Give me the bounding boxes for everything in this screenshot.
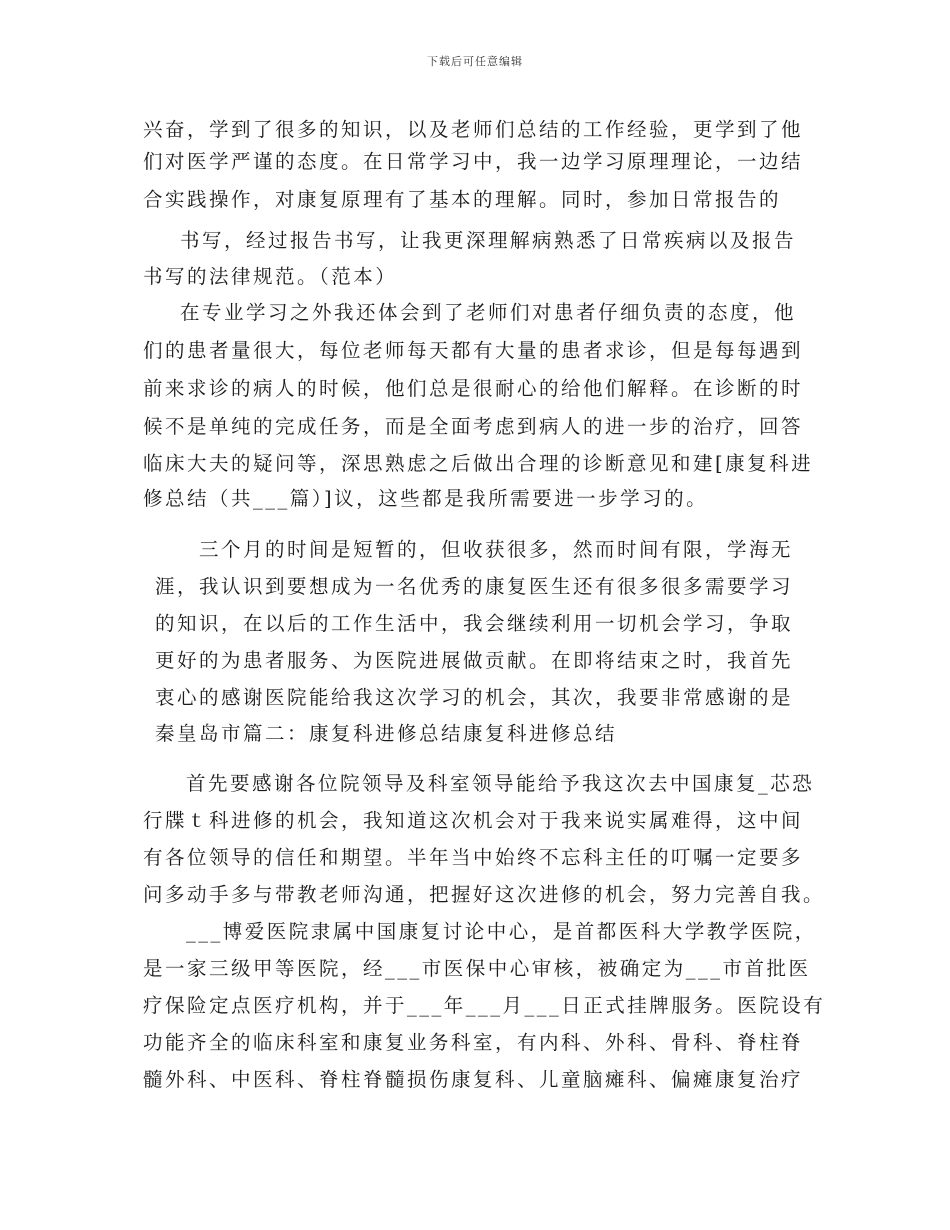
text-line: 疗保险定点医疗机构，并于___年___月___日正式挂牌服务。医院设有 [143,994,826,1017]
text-line: ___博爱医院隶属中国康复讨论中心，是首都医科大学教学医院， [186,920,817,943]
text-line: 书写的法律规范。（范本） [143,265,398,288]
text-line: 合实践操作，对康复原理有了基本的理解。同时，参加日常报告的 [143,188,782,211]
text-line: 临床大夫的疑问等，深思熟虑之后做出合理的诊断意见和建[康复科进 [143,452,814,475]
text-line: 衷心的感谢医院能给我这次学习的机会，其次，我要非常感谢的是 [155,686,794,709]
text-line: 问多动手多与带教老师沟通，把握好这次进修的机会，努力完善自我。 [143,883,826,906]
text-line: 首先要感谢各位院领导及科室领导能给予我这次去中国康复_芯恐 [186,772,815,795]
page-header: 下载后可任意编辑 [427,55,523,68]
text-line: 前来求诊的病人的时候，他们总是很耐心的给他们解释。在诊断的时 [143,377,804,400]
text-line: 更好的为患者服务、为医院进展做贡献。在即将结束之时，我首先 [155,649,794,672]
text-line: 在专业学习之外我还体会到了老师们对患者仔细负责的态度，他 [180,301,797,324]
text-line: 是一家三级甲等医院，经___市医保中心审核，被确定为___市首批医 [143,957,811,980]
text-line: 功能齐全的临床科室和康复业务科室，有内科、外科、骨科、脊柱脊 [143,1031,804,1054]
text-line: 有各位领导的信任和期望。半年当中始终不忘科主任的叮嘱一定要多 [143,846,804,869]
text-line: 候不是单纯的完成任务，而是全面考虑到病人的进一步的治疗，回答 [143,415,804,438]
text-line: 三个月的时间是短暂的，但收获很多，然而时间有限，学海无 [199,538,794,561]
text-line: 修总结（共___篇）]议，这些都是我所需要进一步学习的。 [143,487,709,510]
text-line: 们对医学严谨的态度。在日常学习中，我一边学习原理理论，一边结 [143,150,804,173]
text-line: 髓外科、中医科、脊柱脊髓损伤康复科、儿童脑瘫科、偏瘫康复治疗 [143,1068,804,1091]
text-line: 行牒ｔ科进修的机会，我知道这次机会对于我来说实属难得，这中间 [143,809,804,832]
text-line: 兴奋，学到了很多的知识，以及老师们总结的工作经验，更学到了他 [143,118,804,141]
text-line: 的知识，在以后的工作生活中，我会继续利用一切机会学习，争取 [155,612,794,635]
text-line: 涯，我认识到要想成为一名优秀的康复医生还有很多很多需要学习 [155,575,794,598]
text-line: 秦皇岛市篇二：康复科进修总结康复科进修总结 [155,722,618,745]
text-line: 们的患者量很大，每位老师每天都有大量的患者求诊，但是每每遇到 [143,339,804,362]
text-line: 书写，经过报告书写，让我更深理解病熟悉了日常疾病以及报告 [180,229,797,252]
